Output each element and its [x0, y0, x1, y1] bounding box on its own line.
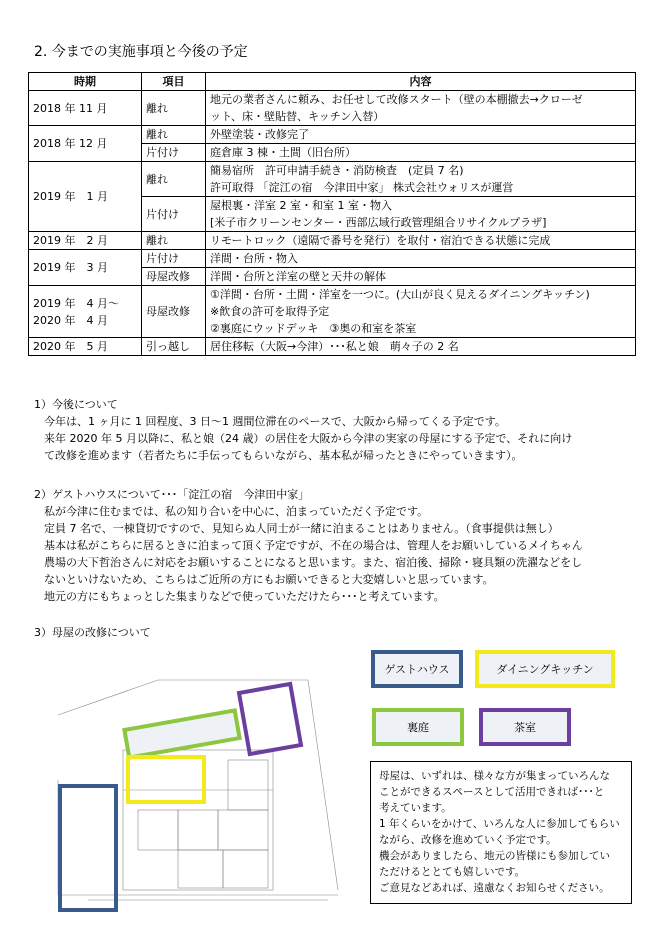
note-line: 考えています。: [379, 802, 452, 814]
header-item: 項目: [142, 73, 206, 91]
content-cell: [206, 338, 636, 356]
table-row: [29, 338, 636, 356]
note-line: ことができるスペースとして活用できれば･･･と: [379, 786, 605, 798]
content-cell: [206, 144, 636, 162]
note-line: 機会がありましたら、地元の皆様にも参加してい: [379, 850, 610, 862]
note-line: ご意見などあれば、遠慮なくお知らせください。: [379, 882, 610, 894]
item-cell: 母屋改修: [142, 286, 206, 338]
note-line: ながら、改修を進めていく予定です。: [379, 834, 557, 846]
content-line: 洋間・台所・物入: [210, 252, 298, 265]
section-1-heading: 1）今後について: [34, 398, 118, 411]
item-cell: 離れ: [142, 232, 206, 250]
plan-tea-room-box: [239, 684, 301, 754]
table-header-row: [29, 73, 636, 91]
content-line: ②裏庭にウッドデッキ ③奥の和室を茶室: [210, 322, 417, 335]
content-cell: [206, 91, 636, 126]
table-row: [29, 162, 636, 197]
item-cell: 片付け: [142, 197, 206, 232]
table-row: [29, 250, 636, 268]
section-2-body: [44, 503, 583, 605]
legend-tea-room: 茶室: [479, 708, 571, 746]
content-line: 屋根裏・洋室 2 室・和室 1 室・物入: [210, 199, 392, 212]
item-cell: 片付け: [142, 144, 206, 162]
note-line: ただけるととても嬉しいです。: [379, 866, 526, 878]
date-cell: 2018 年 11 月: [29, 91, 142, 126]
note-box: [370, 761, 632, 904]
section-2-line: 定員 7 名で、一棟貸切ですので、見知らぬ人同士が一緒に泊まることはありません。（食事提供は無し）: [44, 522, 559, 535]
content-line: ①洋間・台所・土間・洋室を一つに。(大山が良く見えるダイニングキッチン): [210, 288, 590, 301]
item-cell: 離れ: [142, 162, 206, 197]
floor-plan: [48, 660, 348, 912]
section-2-line: 農場の大下哲治さんに対応をお願いすることになると思います。また、宿泊後、掃除・寝具類の洗濯などをし: [44, 556, 583, 569]
plan-guesthouse-box: [60, 786, 116, 910]
section-2-line: 私が今津に住むまでは、私の知り合いを中心に、泊まっていただく予定です。: [44, 505, 429, 518]
content-line: 許可取得 「淀江の宿 今津田中家」 株式会社ウォリスが運営: [210, 181, 514, 194]
item-cell: 離れ: [142, 126, 206, 144]
legend-garden: 裏庭: [372, 708, 464, 746]
date-cell: 2019 年 2 月: [29, 232, 142, 250]
content-cell: [206, 126, 636, 144]
section-2-line: 基本は私がこちらに居るときに泊まって頂く予定ですが、不在の場合は、管理人をお願いしているメイちゃん: [44, 539, 583, 552]
content-line: 簡易宿所 許可申請手続き・消防検査 (定員 7 名): [210, 164, 464, 177]
section-2-line: 地元の方にもちょっとした集まりなどで使っていただけたら･･･と考えています。: [44, 590, 445, 603]
date-cell: 2019 年 4 月～ 2020 年 4 月: [29, 286, 142, 338]
section-title: 2. 今までの実施事項と今後の予定: [34, 44, 248, 60]
section-1-line: 今年は、1 ヶ月に 1 回程度、3 日～1 週間位滞在のペースで、大阪から帰ってくる予定です。: [44, 415, 506, 428]
content-line: ット、床・壁貼替、キッチン入替）: [210, 110, 385, 123]
content-cell: [206, 162, 636, 197]
table-row: [29, 232, 636, 250]
section-2-heading: 2）ゲストハウスについて･･･「淀江の宿 今津田中家」: [34, 488, 310, 501]
content-line: リモートロック（遠隔で番号を発行）を取付・宿泊できる状態に完成: [210, 234, 551, 247]
legend-dining-kitchen: ダイニングキッチン: [475, 650, 615, 688]
header-date: 時期: [29, 73, 142, 91]
content-line: 居住移転（大阪→今津）･･･私と娘 萌々子の 2 名: [210, 340, 459, 353]
content-line: [米子市クリーンセンター・西部広域行政管理組合リサイクルプラザ]: [210, 216, 547, 229]
note-line: 母屋は、いずれは、様々な方が集まっていろんな: [379, 770, 610, 782]
content-cell: [206, 197, 636, 232]
date-cell: 2019 年 1 月: [29, 162, 142, 232]
content-cell: [206, 286, 636, 338]
item-cell: 引っ越し: [142, 338, 206, 356]
date-cell: 2020 年 5 月: [29, 338, 142, 356]
legend-guesthouse: ゲストハウス: [371, 650, 463, 688]
item-cell: 離れ: [142, 91, 206, 126]
note-line: 1 年くらいをかけて、いろんな人に参加してもらい: [379, 818, 620, 830]
section-3-heading: 3）母屋の改修について: [34, 626, 151, 639]
section-1-line: 来年 2020 年 5 月以降に、私と娘（24 歳）の居住を大阪から今津の実家の母屋にする予定で、それに向け: [44, 432, 573, 445]
table-row: [29, 286, 636, 338]
date-cell: 2018 年 12 月: [29, 126, 142, 162]
content-line: 地元の業者さんに頼み、お任せして改修スタート（壁の本棚撤去→クローゼ: [210, 93, 583, 106]
section-2-line: ないといけないため、こちらはご近所の方にもお願いできると大変嬉しいと思っています。: [44, 573, 494, 586]
section-1-line: て改修を進めます（若者たちに手伝ってもらいながら、基本私が帰ったときにやっていきます）。: [44, 449, 523, 462]
section-1-body: [44, 413, 572, 464]
table-row: [29, 91, 636, 126]
content-line: 庭倉庫 3 棟・土間（旧台所）: [210, 146, 356, 159]
item-cell: 片付け: [142, 250, 206, 268]
plan-garden-box: [124, 710, 239, 757]
date-cell: 2019 年 3 月: [29, 250, 142, 286]
content-line: 外壁塗装・改修完了: [210, 128, 309, 141]
content-line: 洋間・台所と洋室の壁と天井の解体: [210, 270, 386, 283]
content-cell: [206, 250, 636, 268]
content-line: ※飲食の許可を取得予定: [210, 305, 330, 318]
item-cell: 母屋改修: [142, 268, 206, 286]
content-cell: [206, 268, 636, 286]
table-row: [29, 126, 636, 144]
schedule-table: [28, 72, 636, 356]
header-content: 内容: [206, 73, 636, 91]
plan-dining-box: [128, 757, 204, 802]
content-cell: [206, 232, 636, 250]
